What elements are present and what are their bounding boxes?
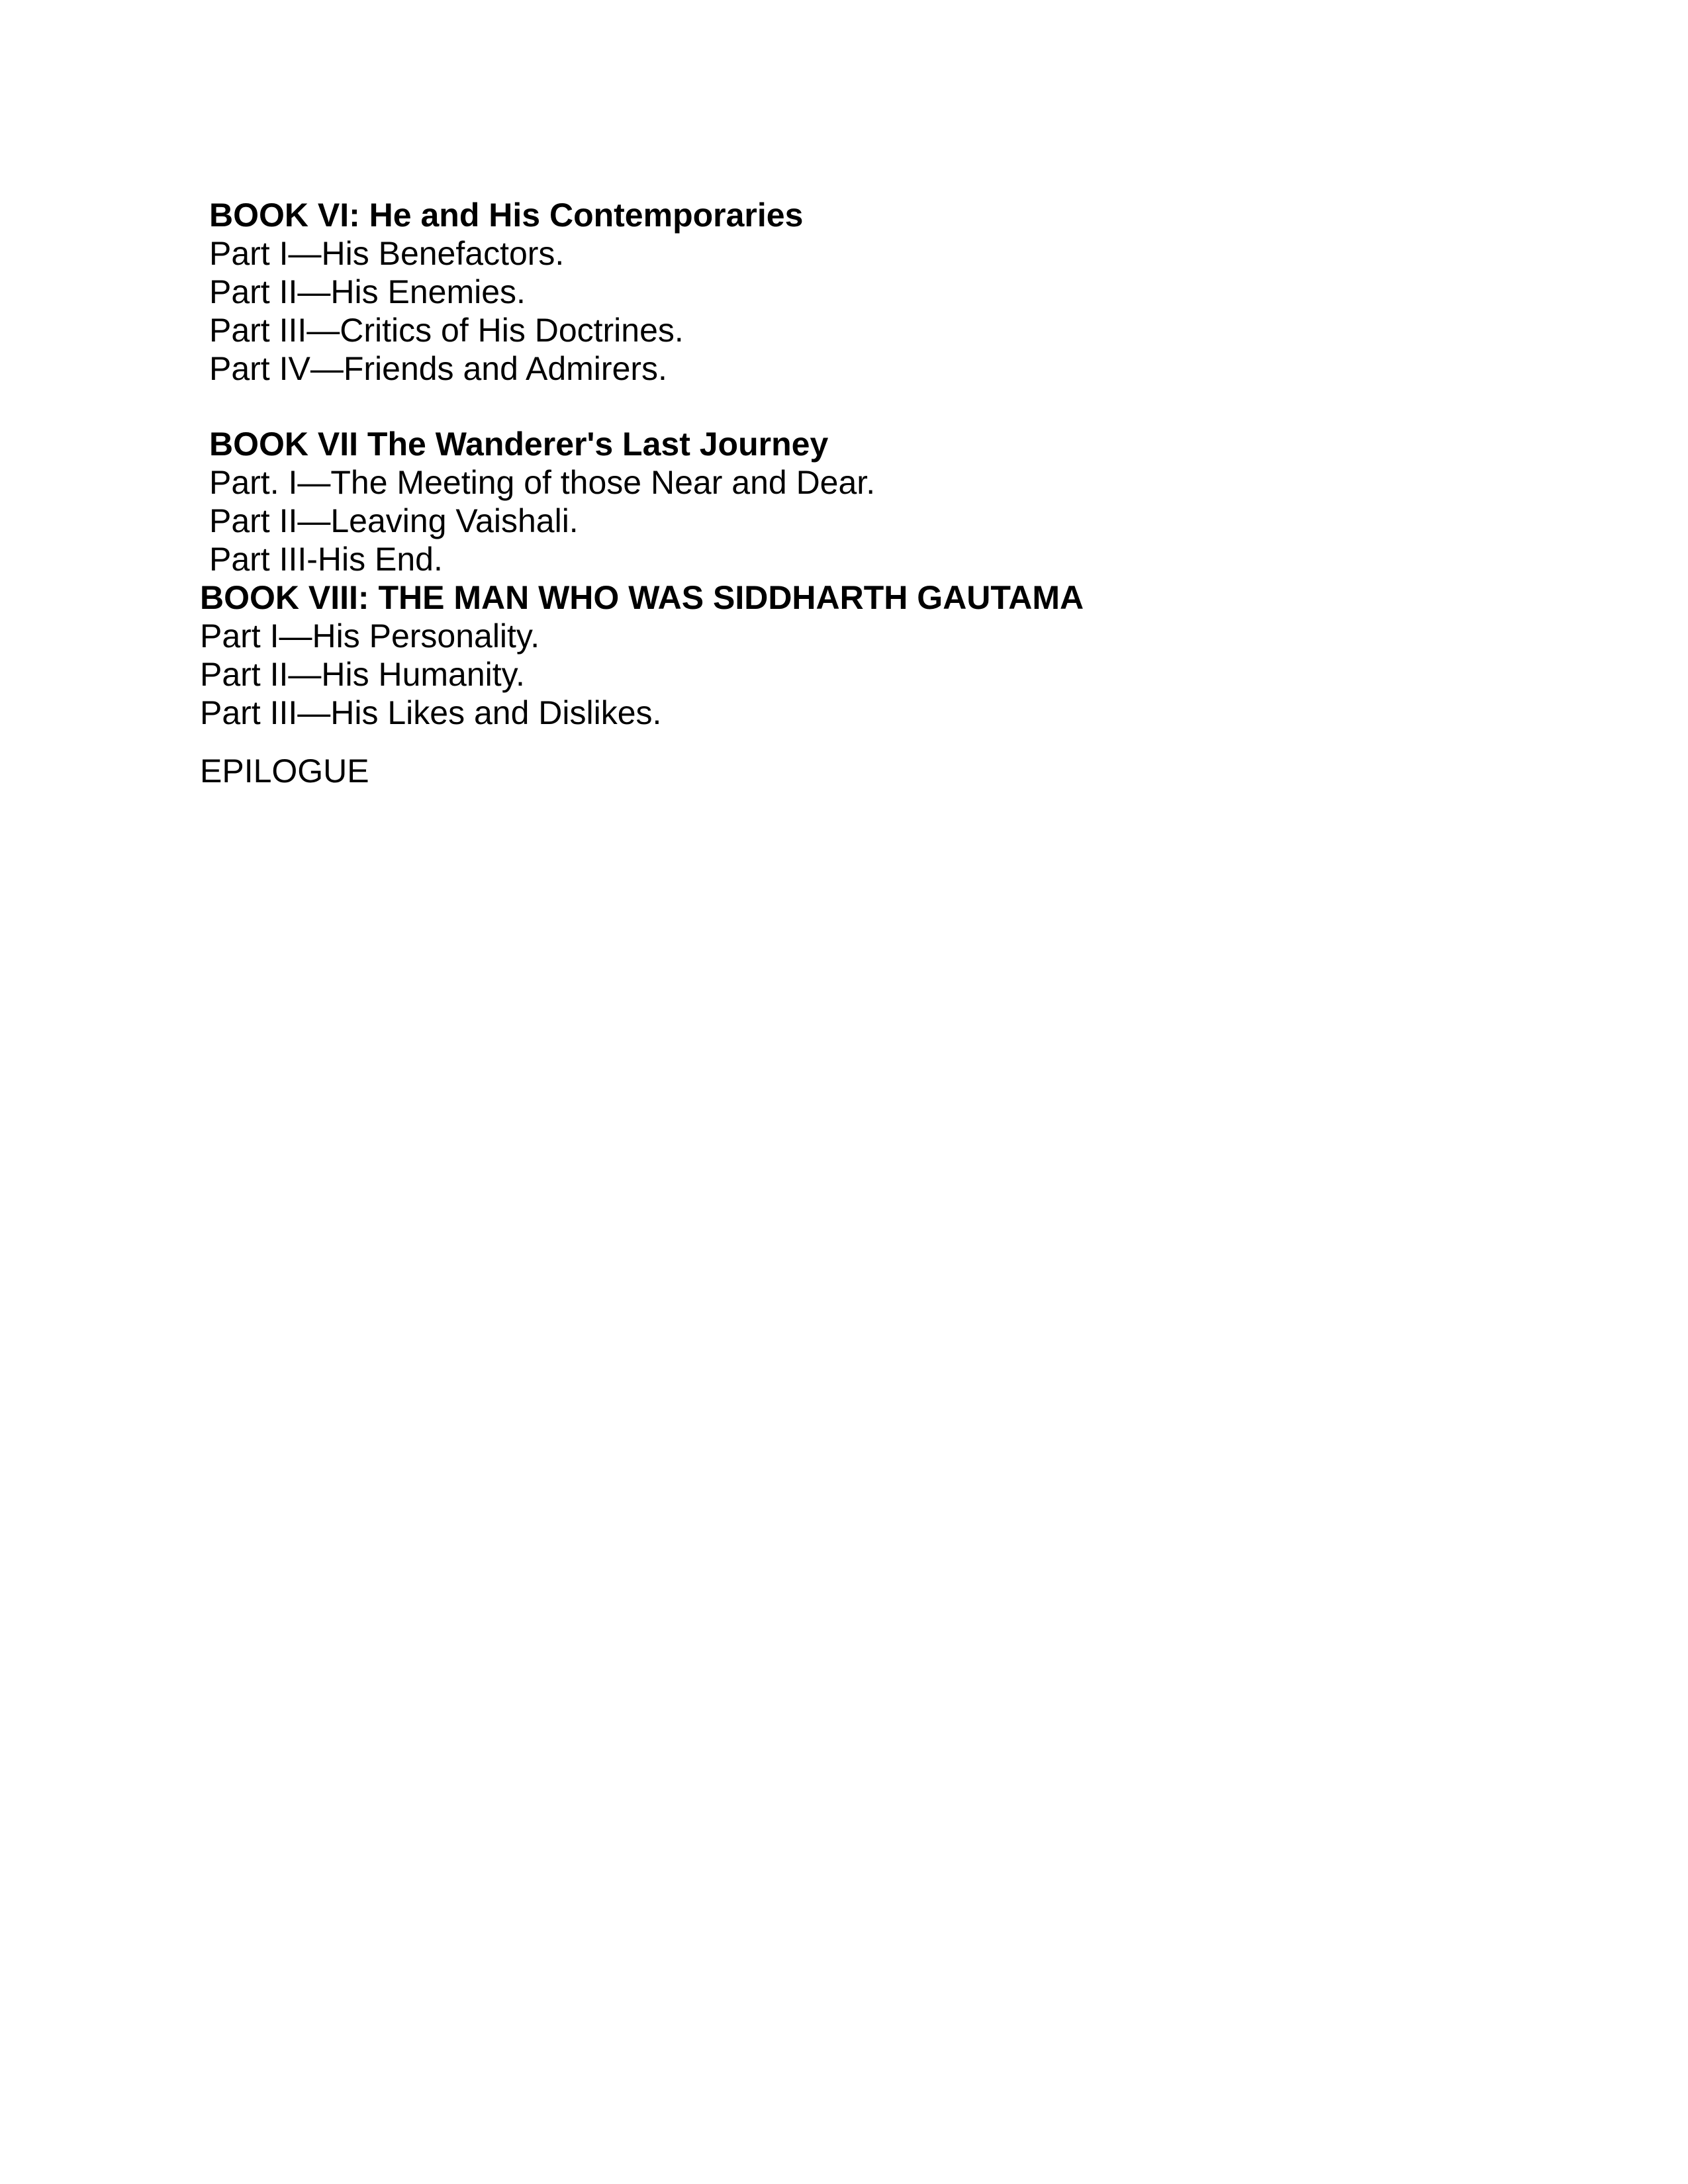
part-entry: Part III—Critics of His Doctrines.: [209, 312, 684, 349]
book-heading: BOOK VIII: THE MAN WHO WAS SIDDHARTH GAUTAMA: [200, 579, 1084, 616]
part-entry: Part. I—The Meeting of those Near and Dear.: [209, 464, 876, 501]
part-entry: Part IV—Friends and Admirers.: [209, 350, 667, 387]
part-entry: Part II—His Enemies.: [209, 273, 526, 310]
part-entry: Part III-His End.: [209, 541, 443, 578]
part-entry: Part I—His Personality.: [200, 617, 540, 655]
part-entry: Part II—His Humanity.: [200, 656, 525, 693]
part-entry: Part II—Leaving Vaishali.: [209, 502, 579, 539]
part-entry: Part I—His Benefactors.: [209, 235, 565, 272]
book-heading: BOOK VI: He and His Contemporaries: [209, 197, 804, 234]
epilogue-entry: EPILOGUE: [200, 752, 369, 790]
part-entry: Part III—His Likes and Dislikes.: [200, 694, 662, 731]
book-heading: BOOK VII The Wanderer's Last Journey: [209, 426, 829, 463]
